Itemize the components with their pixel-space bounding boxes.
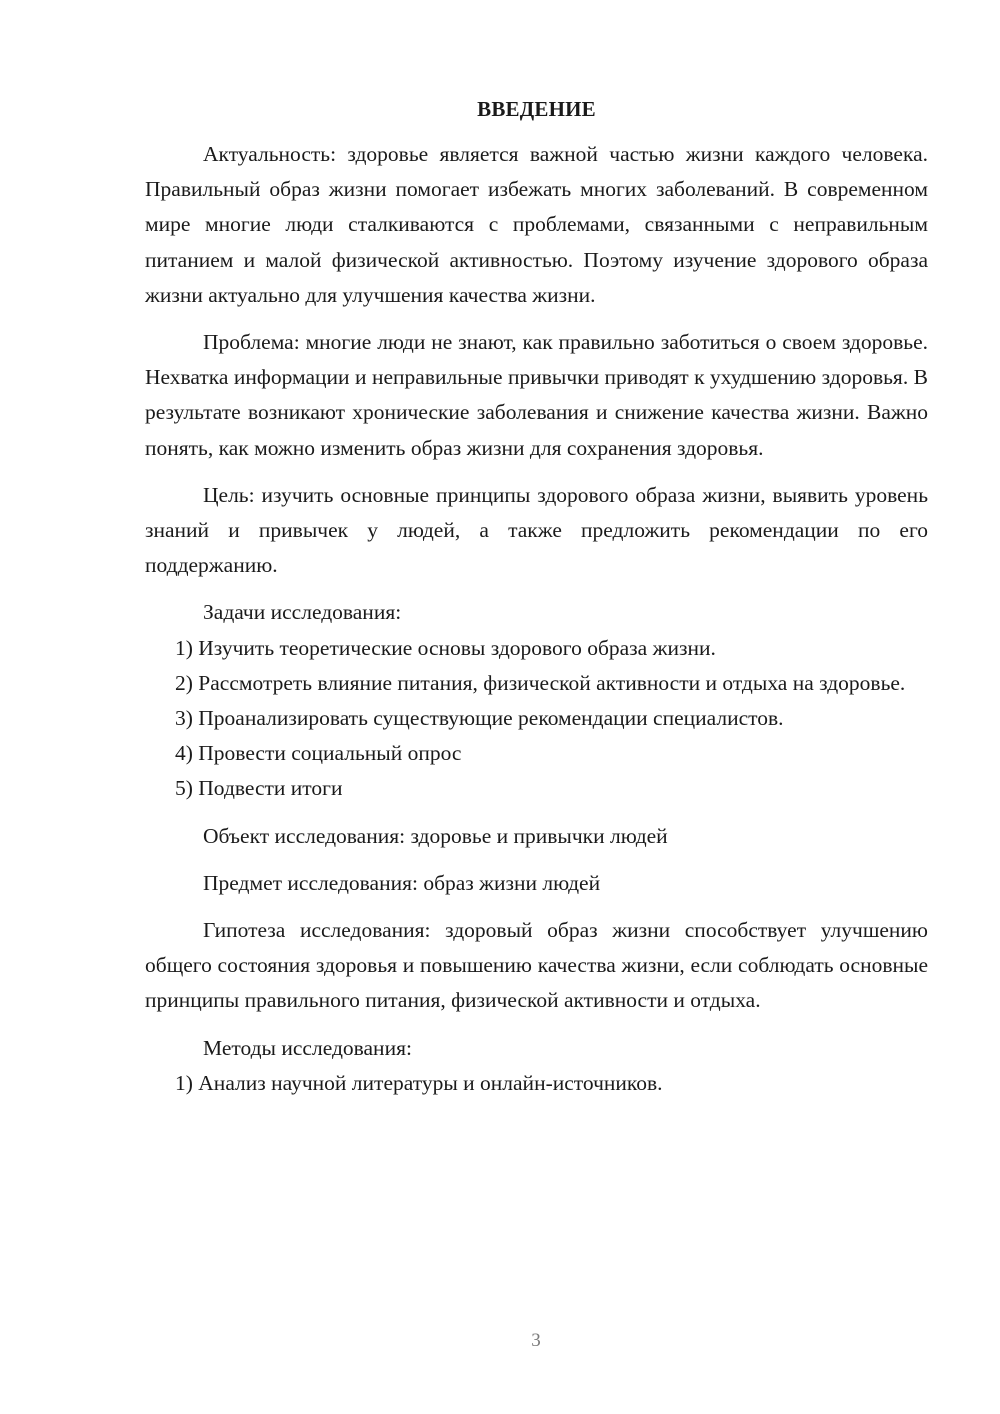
research-object: Объект исследования: здоровье и привычки людей	[203, 823, 668, 848]
methods-heading: Методы исследования:	[203, 1035, 412, 1060]
section-title: ВВЕДЕНИЕ	[477, 97, 596, 121]
document-page	[145, 92, 928, 1101]
method-item-1: 1) Анализ научной литературы и онлайн-источников.	[175, 1070, 663, 1095]
relevance-paragraph: Актуальность: здоровье является важной частью жизни каждого человека. Правильный образ жизни помогает избежать многих заболеваний. В современном мире многие люди сталкиваются с проблемами, связанными с неправильным питанием и малой физической активностью. Поэтому изучение здорового образа жизни актуально для улучшения качества жизни.	[145, 142, 928, 307]
task-item-2: 2) Рассмотреть влияние питания, физической активности и отдыха на здоровье.	[175, 670, 906, 695]
hypothesis-paragraph: Гипотеза исследования: здоровый образ жизни способствует улучшению общего состояния здоровья и повышению качества жизни, если соблюдать основные принципы правильного питания, физической активности и отдыха.	[145, 918, 928, 1013]
task-item-1: 1) Изучить теоретические основы здорового образа жизни.	[175, 635, 716, 660]
goal-paragraph: Цель: изучить основные принципы здорового образа жизни, выявить уровень знаний и привычек у людей, а также предложить рекомендации по его поддержанию.	[145, 482, 928, 578]
task-item-4: 4) Провести социальный опрос	[175, 741, 462, 766]
task-item-3: 3) Проанализировать существующие рекомендации специалистов.	[175, 706, 784, 731]
tasks-heading: Задачи исследования:	[203, 600, 402, 625]
problem-paragraph: Проблема: многие люди не знают, как правильно заботиться о своем здоровье. Нехватка информации и неправильные привычки приводят к ухудшению здоровья. В результате возникают хронические заболевания и снижение качества жизни. Важно понять, как можно изменить образ жизни для сохранения здоровья.	[145, 330, 928, 460]
page-number: 3	[531, 1330, 541, 1351]
task-item-5: 5) Подвести итоги	[175, 776, 343, 801]
research-subject: Предмет исследования: образ жизни людей	[203, 870, 601, 895]
